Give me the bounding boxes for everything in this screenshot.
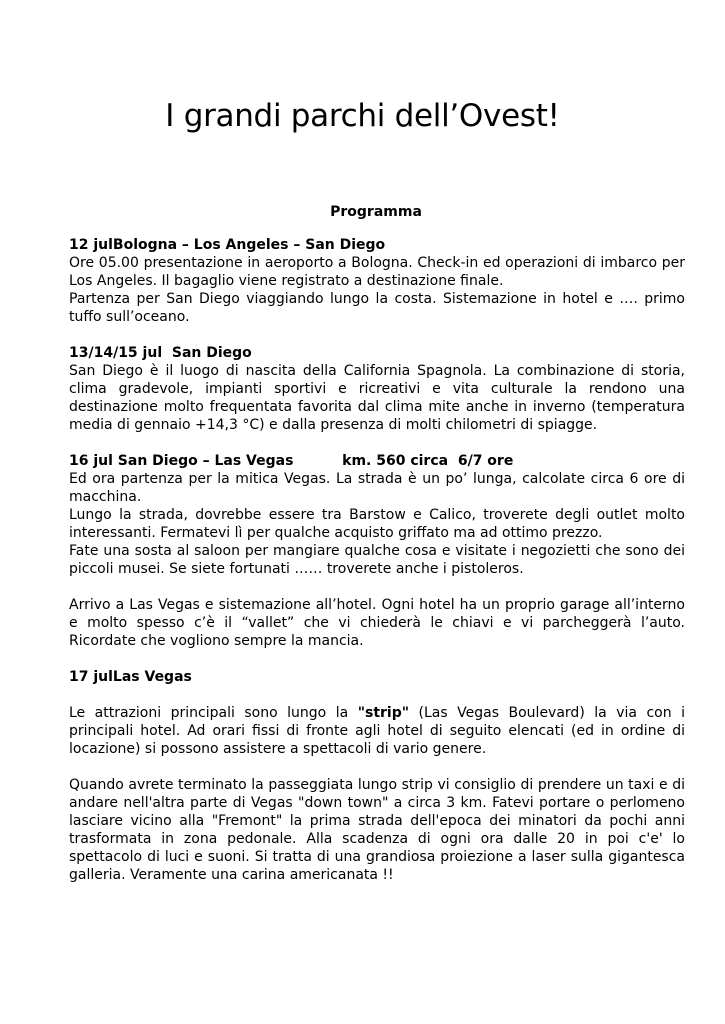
text-run: (Las Vegas Boulevard) la via con i principali hotel. Ad orari fissi di fronte agli hotel di seguito elencati (ed in ordine di locazione) si possono assistere a spettacoli di vario genere.	[69, 705, 686, 757]
day-heading-12-jul: 12 julBologna – Los Angeles – San Diego	[69, 237, 386, 253]
day-heading-17-jul: 17 julLas Vegas	[69, 669, 192, 685]
paragraph: Arrivo a Las Vegas e sistemazione all’hotel. Ogni hotel ha un proprio garage all’interno e molto spesso c’è il “vallet” che vi chiederà le chiavi e vi parcheggerà l’auto. Ricordate che vogliono sempre la mancia.	[69, 597, 685, 649]
paragraph	[69, 704, 685, 758]
page-title: I grandi parchi dell’Ovest!	[165, 98, 560, 134]
paragraph: San Diego è il luogo di nascita della California Spagnola. La combinazione di storia, clima gradevole, impianti sportivi e ricreativi e vita culturale la rendono una destinazione molto frequentata favorita dal clima mite anche in inverno (temperatura media di gennaio +14,3 °C) e dalla presenza di molti chilometri di spiagge.	[69, 363, 685, 433]
text-run: Le attrazioni principali sono lungo la	[69, 705, 358, 721]
paragraph: Quando avrete terminato la passeggiata lungo strip vi consiglio di prendere un taxi e di andare nell'altra parte di Vegas "down town" a circa 3 km. Fatevi portare o perlomeno lasciare vicino alla "Fremont" la prima strada dell'epoca dei minatori da pochi anni trasformata in zona pedonale. Alla scadenza di ogni ora dalle 20 in poi c'e' lo spettacolo di luci e suoni. Si tratta di una grandiosa proiezione a laser sulla gigantesca galleria. Veramente una carina americanata !!	[69, 777, 685, 883]
day-heading-16-jul: 16 jul San Diego – Las Vegas km. 560 circa 6/7 ore	[69, 453, 514, 469]
strip-bold-text: "strip"	[357, 705, 410, 721]
programma-heading: Programma	[330, 204, 422, 220]
paragraph: Fate una sosta al saloon per mangiare qualche cosa e visitate i negozietti che sono dei piccoli musei. Se siete fortunati …… troverete anche i pistoleros.	[69, 543, 685, 577]
paragraph: Ed ora partenza per la mitica Vegas. La strada è un po’ lunga, calcolate circa 6 ore di macchina.	[69, 471, 685, 505]
day-heading-13-15-jul: 13/14/15 jul San Diego	[69, 345, 252, 361]
itinerary-body	[69, 236, 685, 884]
paragraph: Ore 05.00 presentazione in aeroporto a Bologna. Check-in ed operazioni di imbarco per Los Angeles. Il bagaglio viene registrato a destinazione finale.	[69, 255, 685, 289]
paragraph: Partenza per San Diego viaggiando lungo la costa. Sistemazione in hotel e …. primo tuffo sull’oceano.	[69, 291, 685, 325]
paragraph: Lungo la strada, dovrebbe essere tra Barstow e Calico, troverete degli outlet molto interessanti. Fermatevi lì per qualche acquisto griffato ma ad ottimo prezzo.	[69, 507, 685, 541]
